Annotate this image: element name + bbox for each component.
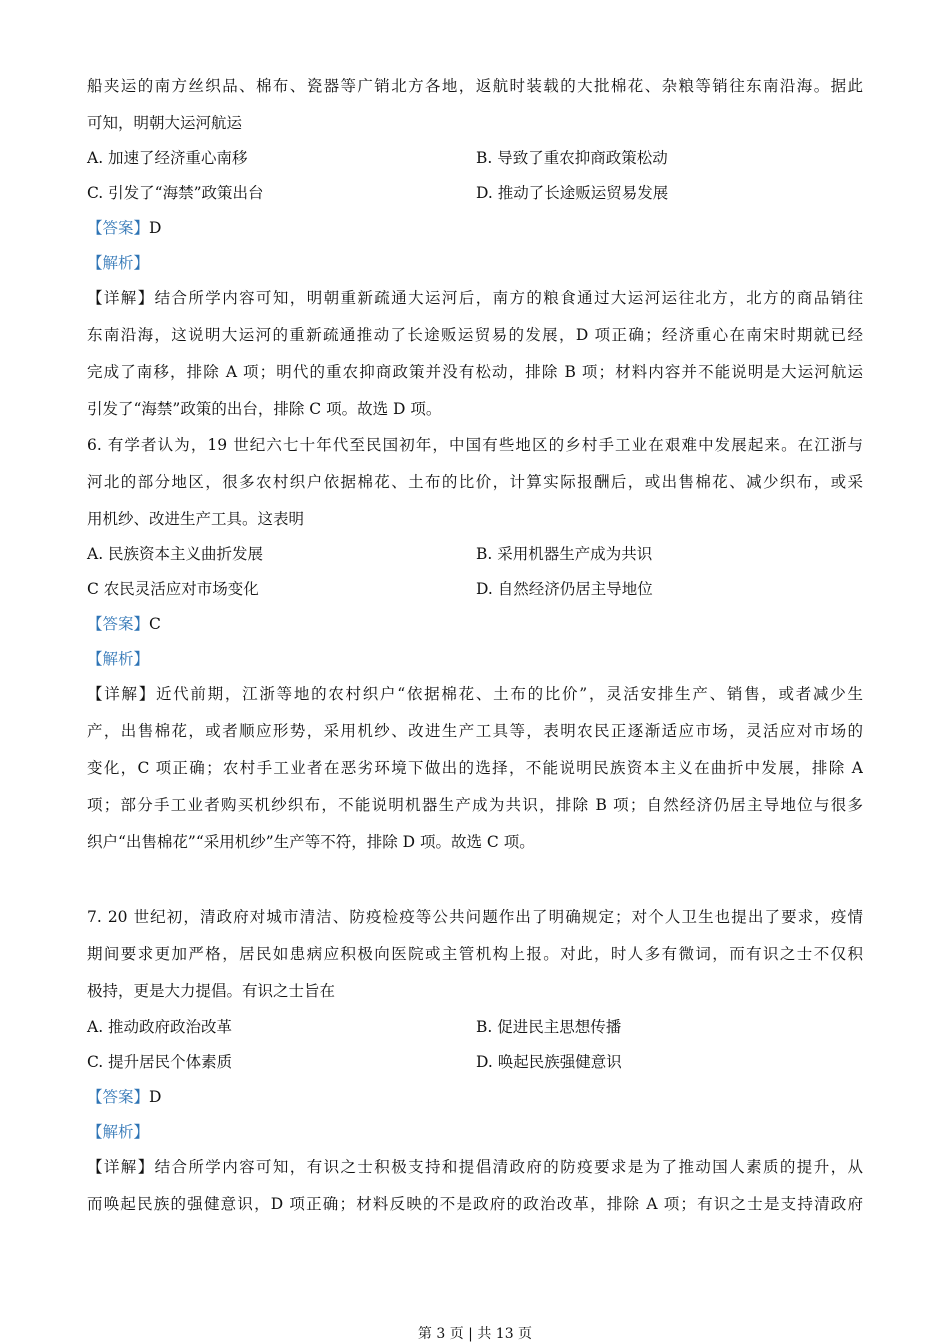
detail-text-line: 完成了南移，排除 A 项；明代的重农抑商政策并没有松动，排除 B 项；材料内容并不能说明是大运河航运 bbox=[87, 363, 863, 381]
analysis-line bbox=[87, 648, 863, 670]
option-a: A. 民族资本主义曲折发展 bbox=[87, 545, 264, 563]
page-footer: 第 3 页 | 共 13 页 bbox=[417, 1326, 533, 1342]
option-b: B. 采用机器生产成为共识 bbox=[476, 545, 653, 563]
question-text-line: 船夹运的南方丝织品、棉布、瓷器等广销北方各地，返航时装载的大批棉花、杂粮等销往东南沿海。据此 bbox=[87, 77, 863, 95]
analysis-line bbox=[87, 1121, 863, 1143]
analysis-tag: 【解析】 bbox=[87, 650, 150, 668]
detail-text-line: 【详解】结合所学内容可知，有识之士积极支持和提倡清政府的防疫要求是为了推动国人素质的提升，从 bbox=[87, 1158, 863, 1176]
question-text-line: 河北的部分地区，很多农村织户依据棉花、土布的比价，计算实际报酬后，或出售棉花、减少织布，或采 bbox=[87, 473, 863, 491]
detail-text-line: 【详解】结合所学内容可知，明朝重新疏通大运河后，南方的粮食通过大运河运往北方，北方的商品销往 bbox=[87, 289, 863, 307]
question-text-line: 7. 20 世纪初，清政府对城市清洁、防疫检疫等公共问题作出了明确规定；对个人卫生也提出了要求，疫情 bbox=[87, 908, 863, 926]
answer-value: D bbox=[149, 1088, 162, 1106]
question-text-line: 期间要求更加严格，居民如患病应积极向医院或主管机构上报。对此，时人多有微词，而有识之士不仅积 bbox=[87, 945, 863, 963]
detail-text-line: 项；部分手工业者购买机纱织布，不能说明机器生产成为共识，排除 B 项；自然经济仍居主导地位与很多 bbox=[87, 796, 863, 814]
option-c: C 农民灵活应对市场变化 bbox=[87, 580, 259, 598]
option-d: D. 唤起民族强健意识 bbox=[476, 1053, 622, 1071]
answer-tag: 【答案】 bbox=[87, 219, 150, 237]
detail-text-line: 东南沿海，这说明大运河的重新疏通推动了长途贩运贸易的发展，D 项正确；经济重心在南宋时期就已经 bbox=[87, 326, 863, 344]
detail-text-line: 而唤起民族的强健意识，D 项正确；材料反映的不是政府的政治改革，排除 A 项；有识之士是支持清政府 bbox=[87, 1195, 863, 1213]
option-c: C. 提升居民个体素质 bbox=[87, 1053, 233, 1071]
answer-value: D bbox=[149, 219, 162, 237]
option-a: A. 推动政府政治改革 bbox=[87, 1018, 233, 1036]
detail-text-line: 引发了“海禁”政策的出台，排除 C 项。故选 D 项。 bbox=[87, 400, 442, 418]
answer-line bbox=[87, 217, 863, 239]
answer-tag: 【答案】 bbox=[87, 615, 150, 633]
question-text-line: 极持，更是大力提倡。有识之士旨在 bbox=[87, 982, 336, 1000]
option-a: A. 加速了经济重心南移 bbox=[87, 149, 248, 167]
answer-line bbox=[87, 1086, 863, 1108]
question-text-line: 可知，明朝大运河航运 bbox=[87, 114, 243, 132]
analysis-tag: 【解析】 bbox=[87, 1123, 150, 1141]
option-b: B. 促进民主思想传播 bbox=[476, 1018, 622, 1036]
detail-text-line: 【详解】近代前期，江浙等地的农村织户“依据棉花、土布的比价”，灵活安排生产、销售，或者减少生 bbox=[87, 685, 863, 703]
option-d: D. 推动了长途贩运贸易发展 bbox=[476, 184, 669, 202]
option-c: C. 引发了“海禁”政策出台 bbox=[87, 184, 264, 202]
option-d: D. 自然经济仍居主导地位 bbox=[476, 580, 653, 598]
analysis-line bbox=[87, 252, 863, 274]
answer-tag: 【答案】 bbox=[87, 1088, 150, 1106]
question-text-line: 用机纱、改进生产工具。这表明 bbox=[87, 510, 305, 528]
detail-text-line: 产，出售棉花，或者顺应形势，采用机纱、改进生产工具等，表明农民正逐渐适应市场，灵活应对市场的 bbox=[87, 722, 863, 740]
detail-text-line: 变化，C 项正确；农村手工业者在恶劣环境下做出的选择，不能说明民族资本主义在曲折中发展，排除 A bbox=[87, 759, 863, 777]
detail-text-line: 织户“出售棉花”“采用机纱”生产等不符，排除 D 项。故选 C 项。 bbox=[87, 833, 535, 851]
question-text-line: 6. 有学者认为，19 世纪六七十年代至民国初年，中国有些地区的乡村手工业在艰难中发展起来。在江浙与 bbox=[87, 436, 863, 454]
analysis-tag: 【解析】 bbox=[87, 254, 150, 272]
answer-value: C bbox=[149, 615, 161, 633]
answer-line bbox=[87, 613, 863, 635]
option-b: B. 导致了重农抑商政策松动 bbox=[476, 149, 668, 167]
